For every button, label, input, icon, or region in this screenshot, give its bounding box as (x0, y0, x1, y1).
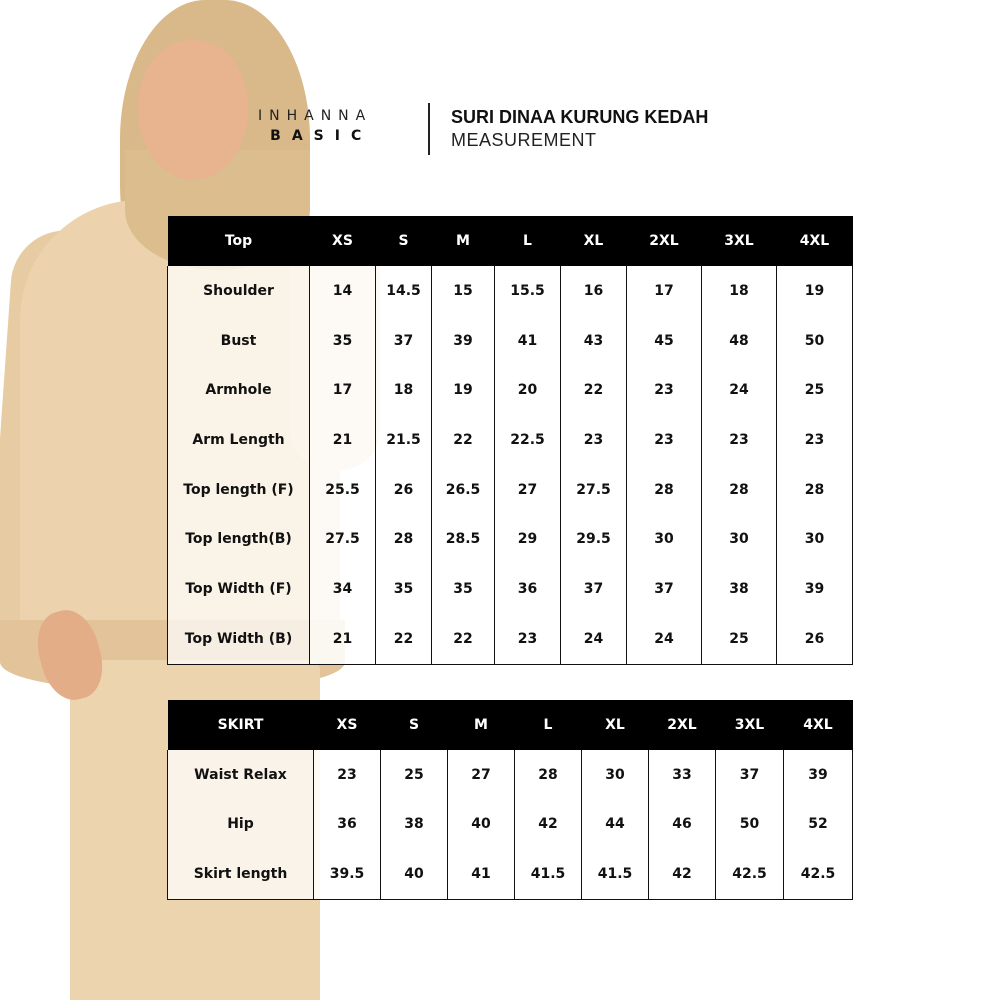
table-row (168, 564, 853, 614)
header-cell: XL (561, 216, 627, 266)
table-cell: 50 (716, 800, 784, 850)
row-label: Arm Length (168, 415, 310, 465)
table-cell: 14.5 (376, 266, 432, 316)
header-cell: 4XL (777, 216, 853, 266)
table-cell: 38 (381, 800, 448, 850)
table-cell: 28 (702, 465, 777, 515)
brand-logo (258, 108, 372, 144)
table-cell: 22.5 (495, 415, 561, 465)
table-cell: 30 (702, 514, 777, 564)
table-cell: 25 (702, 614, 777, 664)
table-cell: 28 (627, 465, 702, 515)
table-cell: 26 (376, 465, 432, 515)
table-cell: 42 (649, 849, 716, 899)
table-row (168, 514, 853, 564)
table-cell: 15 (432, 266, 495, 316)
table-cell: 36 (314, 800, 381, 850)
measurement-subtitle: MEASUREMENT (451, 130, 597, 150)
table-cell: 18 (376, 365, 432, 415)
table-cell: 34 (310, 564, 376, 614)
header-cell: XS (310, 216, 376, 266)
table-cell: 41.5 (582, 849, 649, 899)
table-cell: 28.5 (432, 514, 495, 564)
table-cell: 35 (432, 564, 495, 614)
header-cell: Top (168, 216, 310, 266)
header-cell: 3XL (702, 216, 777, 266)
table-cell: 40 (381, 849, 448, 899)
table-cell: 41 (448, 849, 515, 899)
row-label: Shoulder (168, 266, 310, 316)
table-row (168, 800, 853, 850)
table-cell: 39 (777, 564, 853, 614)
table-cell: 30 (777, 514, 853, 564)
row-label: Bust (168, 316, 310, 366)
table-cell: 41 (495, 316, 561, 366)
table-cell: 23 (314, 750, 381, 800)
table-cell: 23 (702, 415, 777, 465)
header-cell: M (448, 700, 515, 750)
table-cell: 28 (376, 514, 432, 564)
header-cell: XS (314, 700, 381, 750)
table-cell: 39 (432, 316, 495, 366)
table-cell: 37 (376, 316, 432, 366)
header-cell: 4XL (784, 700, 853, 750)
skirt-size-table (167, 700, 853, 900)
table-cell: 42 (515, 800, 582, 850)
table-cell: 26 (777, 614, 853, 664)
table-cell: 46 (649, 800, 716, 850)
table-row (168, 365, 853, 415)
table-cell: 23 (495, 614, 561, 664)
table-cell: 38 (702, 564, 777, 614)
row-label: Skirt length (168, 849, 314, 899)
header-cell: S (381, 700, 448, 750)
table-cell: 22 (432, 614, 495, 664)
table-cell: 27 (495, 465, 561, 515)
table-cell: 48 (702, 316, 777, 366)
row-label: Top Width (F) (168, 564, 310, 614)
table-cell: 22 (561, 365, 627, 415)
header-divider (428, 103, 430, 155)
table-row (168, 316, 853, 366)
table-cell: 28 (777, 465, 853, 515)
table-cell: 24 (702, 365, 777, 415)
table-cell: 35 (376, 564, 432, 614)
table-cell: 27.5 (561, 465, 627, 515)
table-cell: 14 (310, 266, 376, 316)
table-row (168, 465, 853, 515)
table-cell: 29 (495, 514, 561, 564)
table-cell: 23 (627, 415, 702, 465)
table-cell: 30 (582, 750, 649, 800)
table-cell: 21 (310, 415, 376, 465)
table-cell: 45 (627, 316, 702, 366)
header-cell: L (495, 216, 561, 266)
header-cell: SKIRT (168, 700, 314, 750)
table-cell: 21 (310, 614, 376, 664)
table-cell: 19 (432, 365, 495, 415)
table-cell: 28 (515, 750, 582, 800)
table-cell: 44 (582, 800, 649, 850)
table-cell: 23 (777, 415, 853, 465)
table-cell: 26.5 (432, 465, 495, 515)
row-label: Hip (168, 800, 314, 850)
table-cell: 19 (777, 266, 853, 316)
page-title (451, 107, 708, 151)
table-cell: 52 (784, 800, 853, 850)
table-cell: 27 (448, 750, 515, 800)
table-cell: 42.5 (716, 849, 784, 899)
face-shape (138, 40, 248, 180)
table-cell: 39.5 (314, 849, 381, 899)
header-cell: L (515, 700, 582, 750)
table-cell: 21.5 (376, 415, 432, 465)
brand-logo-line2: BASIC (270, 128, 373, 144)
table-row (168, 849, 853, 899)
table-cell: 17 (627, 266, 702, 316)
table-cell: 16 (561, 266, 627, 316)
table-cell: 50 (777, 316, 853, 366)
table-cell: 35 (310, 316, 376, 366)
table-cell: 25 (381, 750, 448, 800)
table-cell: 22 (376, 614, 432, 664)
table-cell: 29.5 (561, 514, 627, 564)
table-row (168, 750, 853, 800)
table-cell: 37 (627, 564, 702, 614)
table-cell: 41.5 (515, 849, 582, 899)
table-cell: 40 (448, 800, 515, 850)
header-cell: 2XL (649, 700, 716, 750)
table-cell: 24 (627, 614, 702, 664)
header-cell: XL (582, 700, 649, 750)
table-cell: 15.5 (495, 266, 561, 316)
table-cell: 25 (777, 365, 853, 415)
table-cell: 23 (561, 415, 627, 465)
header-cell: 3XL (716, 700, 784, 750)
table-cell: 37 (716, 750, 784, 800)
header-cell: M (432, 216, 495, 266)
table-cell: 23 (627, 365, 702, 415)
table-cell: 22 (432, 415, 495, 465)
row-label: Waist Relax (168, 750, 314, 800)
table-cell: 30 (627, 514, 702, 564)
header-cell: 2XL (627, 216, 702, 266)
product-name: SURI DINAA KURUNG KEDAH (451, 107, 709, 127)
table-row (168, 614, 853, 664)
table-cell: 37 (561, 564, 627, 614)
table-cell: 20 (495, 365, 561, 415)
table-cell: 39 (784, 750, 853, 800)
table-cell: 17 (310, 365, 376, 415)
header-cell: S (376, 216, 432, 266)
table-cell: 27.5 (310, 514, 376, 564)
row-label: Top length (F) (168, 465, 310, 515)
table-cell: 42.5 (784, 849, 853, 899)
table-row (168, 266, 853, 316)
table-header-row (168, 700, 853, 750)
table-cell: 43 (561, 316, 627, 366)
table-cell: 25.5 (310, 465, 376, 515)
row-label: Top length(B) (168, 514, 310, 564)
row-label: Top Width (B) (168, 614, 310, 664)
table-cell: 33 (649, 750, 716, 800)
table-cell: 24 (561, 614, 627, 664)
brand-logo-line1: INHANNA (258, 108, 373, 124)
table-row (168, 415, 853, 465)
table-cell: 36 (495, 564, 561, 614)
table-header-row (168, 216, 853, 266)
table-cell: 18 (702, 266, 777, 316)
row-label: Armhole (168, 365, 310, 415)
top-size-table (167, 216, 853, 665)
